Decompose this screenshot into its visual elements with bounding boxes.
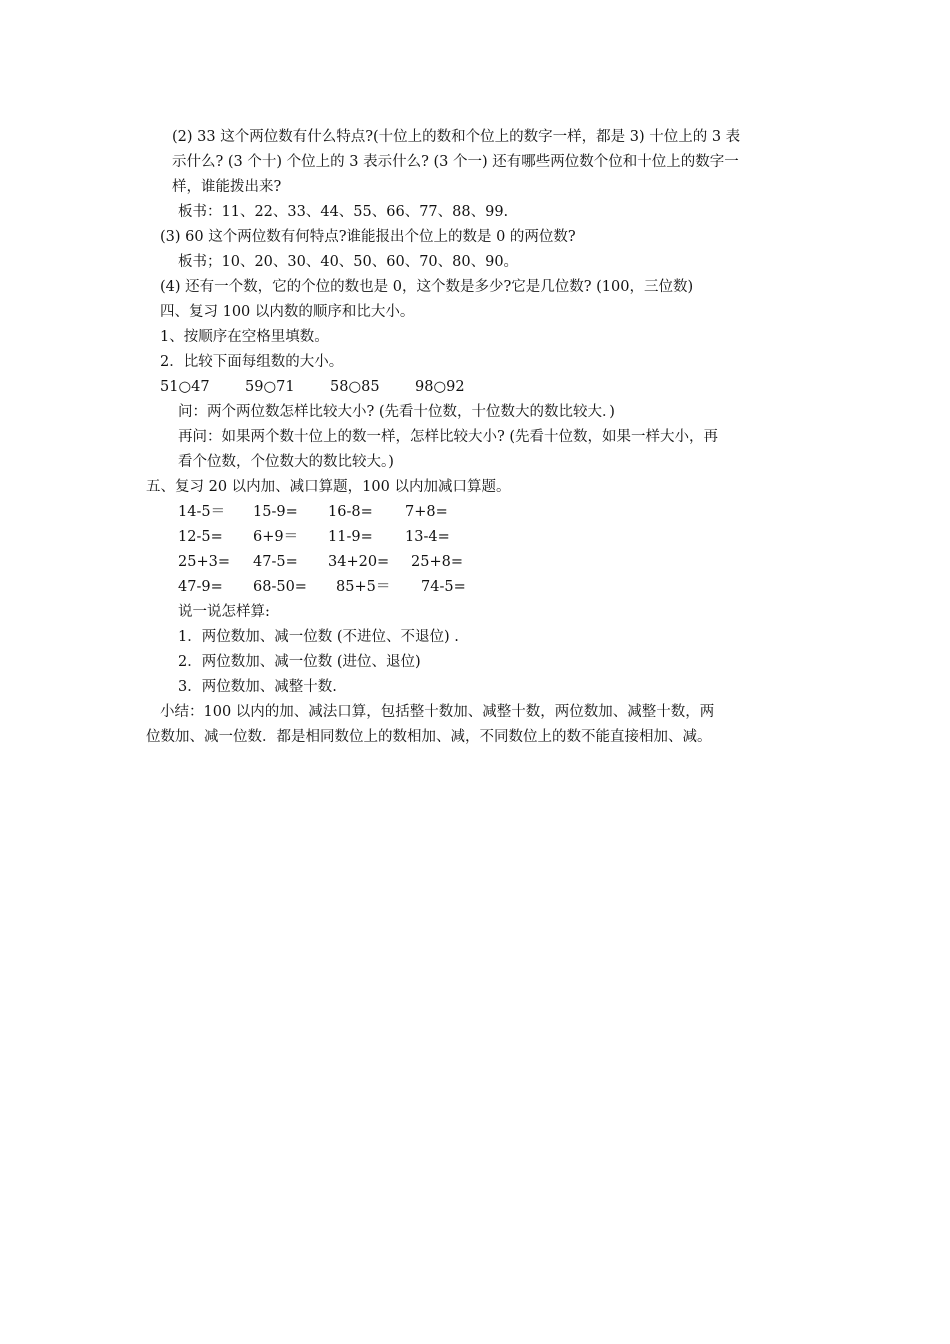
section-4-item-1: 1、按顺序在空格里填数。	[160, 329, 329, 345]
board-note-1: 板书：11、22、33、44、55、66、77、88、99.	[178, 204, 509, 220]
calc-item: 16-8=	[328, 504, 373, 520]
calc-item: 11-9=	[328, 529, 373, 545]
calc-item: 25+3=	[178, 554, 230, 570]
compare-item: 59○71	[245, 379, 295, 395]
section-4-item-2: 2．比较下面每组数的大小。	[160, 354, 344, 370]
calc-item: 25+8=	[411, 554, 463, 570]
summary-line-2: 位数加、减一位数．都是相同数位上的数相加、减，不同数位上的数不能直接相加、减。	[146, 729, 712, 745]
compare-row	[160, 377, 465, 397]
calc-item: 47-9=	[178, 579, 223, 595]
section-5-heading: 五、复习 20 以内加、减口算题，100 以内加减口算题。	[146, 479, 511, 495]
method-3: 3．两位数加、减整十数.	[178, 679, 337, 695]
calc-row	[178, 552, 463, 572]
calc-row	[178, 527, 450, 547]
compare-item: 98○92	[415, 379, 465, 395]
calc-item: 13-4=	[405, 529, 450, 545]
question-2-line-1: (2) 33 这个两位数有什么特点?(十位上的数和个位上的数字一样，都是 3) 十位上的 3 表	[172, 129, 741, 145]
section-4-heading: 四、复习 100 以内数的顺序和比大小。	[160, 304, 415, 320]
question-4: (4) 还有一个数，它的个位的数也是 0，这个数是多少?它是几位数? (100，三位数)	[160, 279, 694, 295]
question-2-line-3: 样，谁能拨出来?	[172, 179, 282, 195]
method-1: 1．两位数加、减一位数 (不进位、不退位) .	[178, 629, 459, 645]
calc-row	[178, 577, 466, 597]
calc-item: 34+20=	[328, 554, 390, 570]
calc-item: 14-5＝	[178, 504, 226, 520]
board-note-2: 板书；10、20、30、40、50、60、70、80、90。	[178, 254, 519, 270]
method-2: 2．两位数加、减一位数 (进位、退位)	[178, 654, 421, 670]
calc-item: 47-5=	[253, 554, 298, 570]
calc-item: 85+5＝	[336, 579, 391, 595]
calc-item: 74-5=	[421, 579, 466, 595]
calc-item: 6+9＝	[253, 529, 299, 545]
calc-row	[178, 502, 448, 522]
calc-item: 7+8=	[405, 504, 448, 520]
how-to-calc-prompt: 说一说怎样算:	[178, 604, 270, 620]
question-ask-again-line-1: 再问：如果两个数十位上的数一样，怎样比较大小? (先看十位数，如果一样大小，再	[178, 429, 719, 445]
question-ask: 问：两个两位数怎样比较大小? (先看十位数，十位数大的数比较大．)	[178, 404, 615, 420]
summary-line-1: 小结：100 以内的加、减法口算，包括整十数加、减整十数，两位数加、减整十数，两	[160, 704, 715, 720]
calc-item: 15-9=	[253, 504, 298, 520]
compare-item: 51○47	[160, 379, 210, 395]
compare-item: 58○85	[330, 379, 380, 395]
question-3: (3) 60 这个两位数有何特点?谁能报出个位上的数是 0 的两位数?	[160, 229, 576, 245]
question-ask-again-line-2: 看个位数，个位数大的数比较大。)	[178, 454, 394, 470]
calc-item: 12-5=	[178, 529, 223, 545]
question-2-line-2: 示什么? (3 个十) 个位上的 3 表示什么? (3 个一) 还有哪些两位数个位和十位上的数字一	[172, 154, 739, 170]
calc-item: 68-50=	[253, 579, 307, 595]
